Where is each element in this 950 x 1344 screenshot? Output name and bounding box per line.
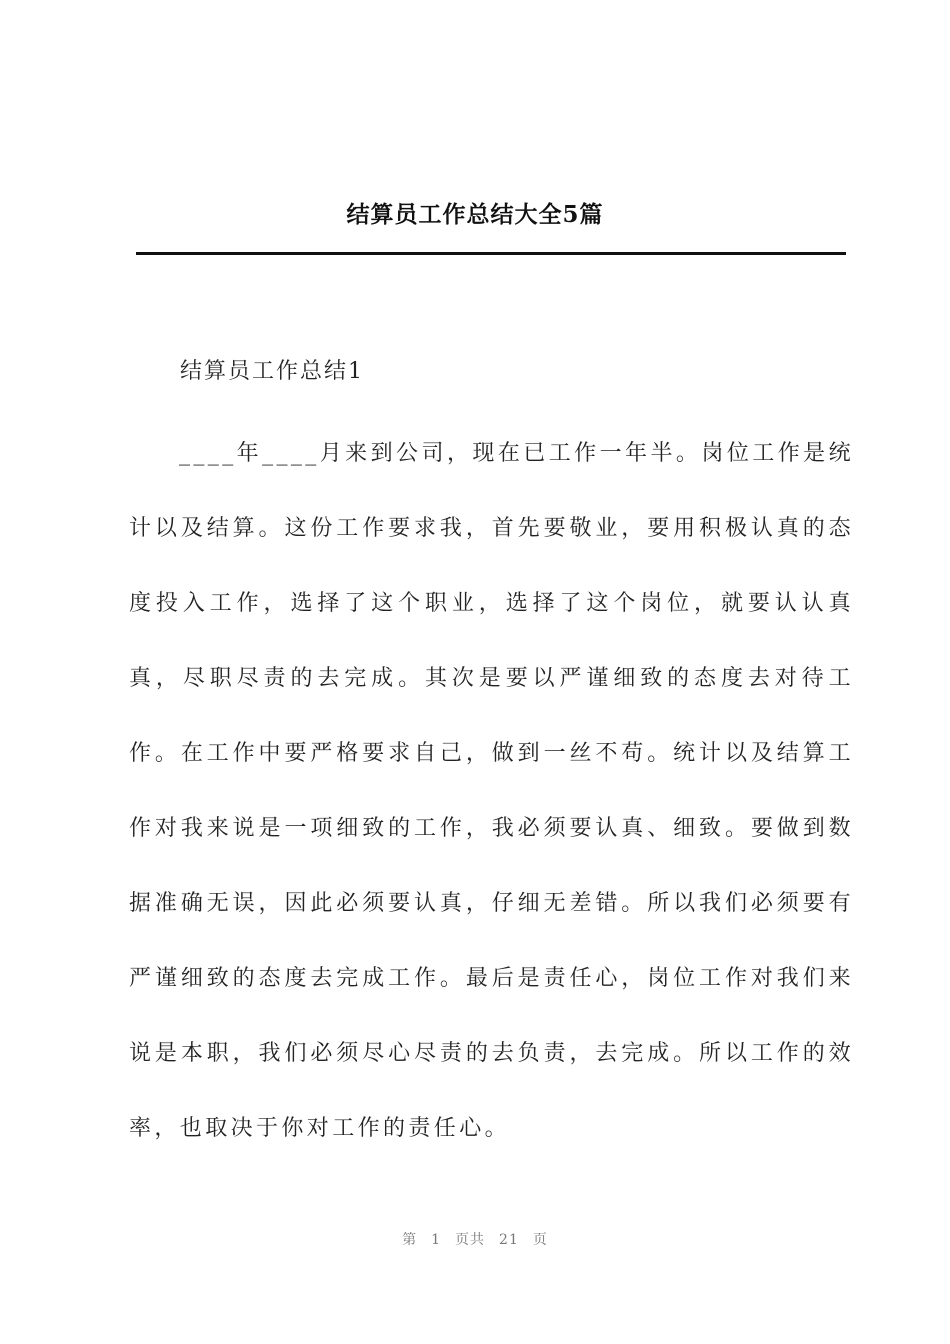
footer-page-mid: 页共 bbox=[455, 1232, 486, 1248]
footer-page-number: 1 bbox=[431, 1232, 442, 1248]
title-divider bbox=[136, 252, 846, 255]
page-footer bbox=[0, 1229, 950, 1249]
footer-page-total: 21 bbox=[499, 1232, 519, 1248]
document-title: 结算员工作总结大全5篇 bbox=[346, 201, 604, 228]
body-paragraph: ____年____月来到公司，现在已工作一年半。岗位工作是统计以及结算。这份工作要求我，首先要敬业，要用积极认真的态度投入工作，选择了这个职业，选择了这个岗位，就要认认真真，尽职尽责的去完成。其次是要以严谨细致的态度去对待工作。在工作中要严格要求自己，做到一丝不苟。统计以及结算工作对我来说是一项细致的工作，我必须要认真、细致。要做到数据准确无误，因此必须要认真，仔细无差错。所以我们必须要有严谨细致的态度去完成工作。最后是责任心，岗位工作对我们来说是本职，我们必须尽心尽责的去负责，去完成。所以工作的效率，也取决于你对工作的责任心。 bbox=[129, 441, 854, 1141]
section-heading: 结算员工作总结1 bbox=[180, 359, 364, 384]
footer-page-suffix: 页 bbox=[532, 1232, 548, 1248]
footer-page-prefix: 第 bbox=[402, 1232, 418, 1248]
